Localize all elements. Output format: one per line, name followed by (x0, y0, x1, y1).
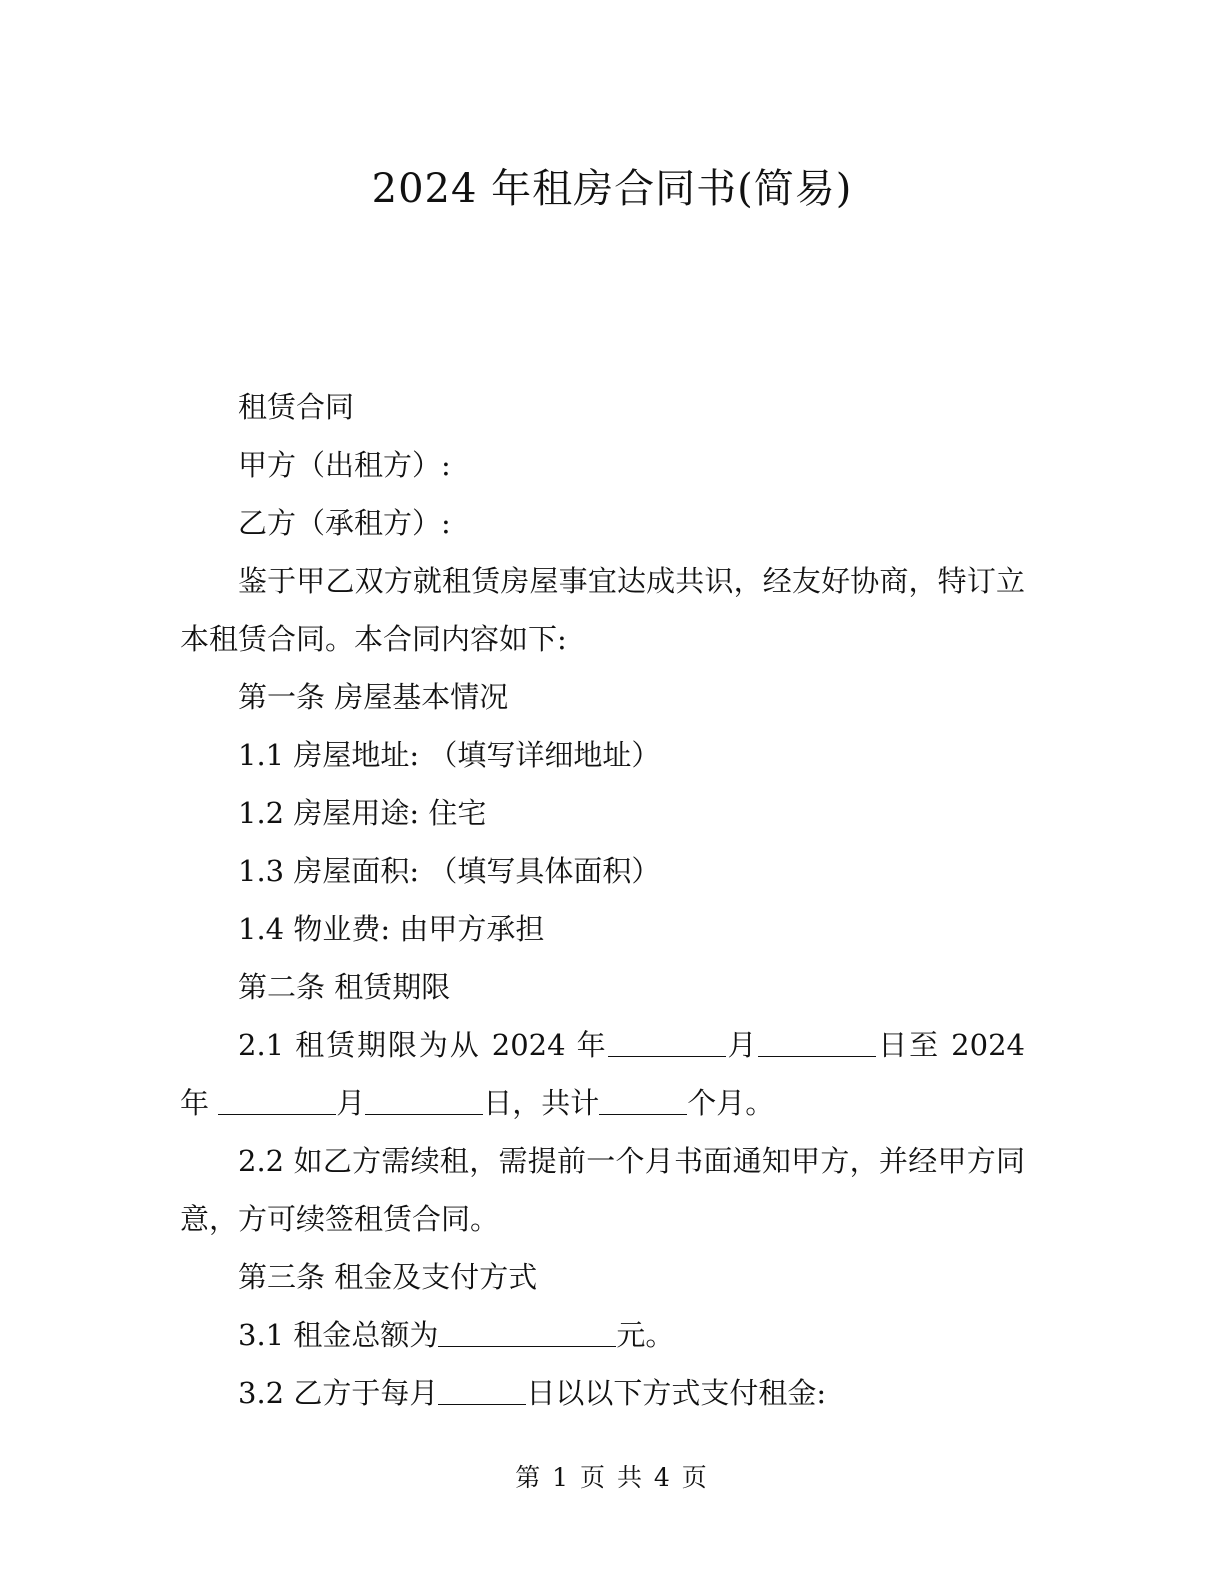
lease-term-text-4: 月 (336, 1086, 366, 1120)
document-body (180, 378, 1025, 1422)
article-3-item-1 (180, 1306, 1025, 1364)
article-2-title: 第二条 租赁期限 (238, 970, 451, 1004)
party-a-line: 甲方（出租方）: (238, 448, 451, 482)
article-1-item-3: 1.3 房屋面积: （填写具体面积） (238, 854, 661, 888)
contract-heading: 租赁合同 (238, 390, 355, 424)
document-title: 2024 年租房合同书(简易) (371, 166, 853, 212)
article-1-item-2: 1.2 房屋用途: 住宅 (238, 796, 487, 830)
payment-day-text-1: 3.2 乙方于每月 (238, 1376, 439, 1410)
party-b-line: 乙方（承租方）: (238, 506, 451, 540)
payment-day-blank (438, 1378, 526, 1405)
article-1-item-1: 1.1 房屋地址: （填写详细地址） (238, 738, 661, 772)
rent-total-blank (438, 1320, 616, 1347)
article-1-title: 第一条 房屋基本情况 (238, 680, 509, 714)
lease-term-text-5: 日，共计 (483, 1086, 600, 1120)
lease-term-text-2: 月 (725, 1028, 759, 1062)
end-month-blank (218, 1088, 336, 1115)
lease-term-text-3: 日至 2024 年 (180, 1028, 1025, 1120)
preamble-paragraph: 鉴于甲乙双方就租赁房屋事宜达成共识，经友好协商，特订立本租赁合同。本合同内容如下: (180, 564, 1025, 656)
payment-day-text-2: 日以以下方式支付租金: (526, 1376, 827, 1410)
end-day-blank (365, 1088, 483, 1115)
article-3-item-2 (180, 1364, 1025, 1422)
article-2-item-1 (180, 1016, 1025, 1132)
start-month-blank (608, 1030, 726, 1057)
total-months-blank (599, 1088, 687, 1115)
page-number-footer: 第 1 页 共 4 页 (515, 1463, 709, 1492)
rent-total-text-2: 元。 (616, 1318, 675, 1352)
start-day-blank (758, 1030, 876, 1057)
article-3-title: 第三条 租金及支付方式 (238, 1260, 538, 1294)
lease-term-text-1: 2.1 租赁期限为从 2024 年 (238, 1028, 608, 1062)
article-1-item-4: 1.4 物业费: 由甲方承担 (238, 912, 545, 946)
lease-term-text-6: 个月。 (687, 1086, 775, 1120)
rent-total-text-1: 3.1 租金总额为 (238, 1318, 439, 1352)
article-2-item-2: 2.2 如乙方需续租，需提前一个月书面通知甲方，并经甲方同意，方可续签租赁合同。 (180, 1144, 1025, 1236)
